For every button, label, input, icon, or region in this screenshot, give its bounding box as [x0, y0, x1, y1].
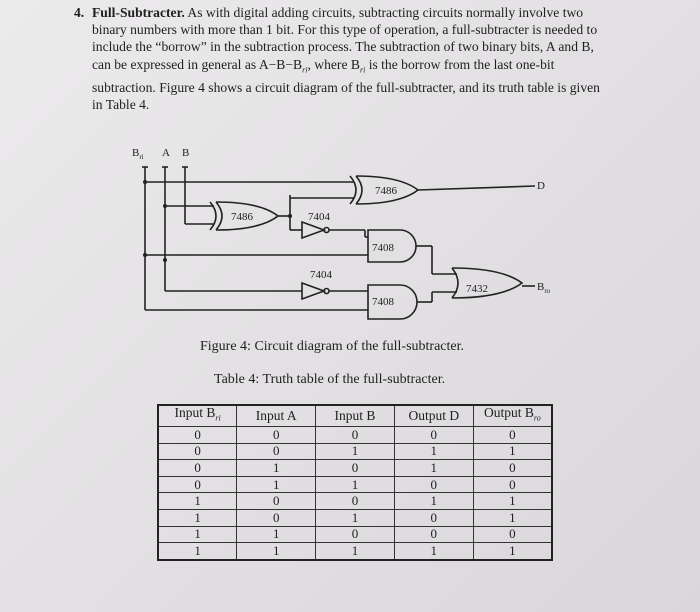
table-cell: 1 — [237, 543, 316, 560]
gate-label-not-top: 7404 — [308, 211, 330, 223]
sub-ri-1: ri — [302, 65, 308, 75]
table-row — [158, 509, 552, 526]
output-label-d: D — [537, 180, 545, 192]
problem-number: 4. — [74, 5, 85, 20]
problem-text-end: is the borrow from the last one-bit subtraction. Figure 4 shows a circuit diagram of the full-subtracter, and its truth table is given in Table 4. — [92, 56, 600, 112]
input-label-bri: $B_{ri}$ — [132, 147, 144, 161]
input-label-a: A — [162, 147, 170, 159]
table-cell: 1 — [394, 493, 473, 510]
gate-label-xor-left: 7486 — [231, 211, 253, 223]
table-cell: 1 — [158, 543, 237, 560]
table-row — [158, 460, 552, 477]
table-cell: 0 — [473, 526, 552, 543]
gate-label-and-bottom: 7408 — [372, 296, 394, 308]
table-cell: 1 — [394, 443, 473, 460]
table-cell: 0 — [473, 476, 552, 493]
table-caption: Table 4: Truth table of the full-subtracter. — [214, 372, 446, 387]
table-cell: 0 — [158, 460, 237, 477]
table-cell: 0 — [316, 493, 395, 510]
table-cell: 0 — [158, 476, 237, 493]
table-cell: 0 — [237, 443, 316, 460]
table-cell: 0 — [394, 526, 473, 543]
table-cell: 0 — [394, 476, 473, 493]
problem-paragraph — [74, 4, 612, 113]
truth-table-header: Input $B_{ri}$ — [158, 405, 237, 427]
table-cell: 1 — [473, 543, 552, 560]
truth-table-header-row — [158, 405, 552, 427]
gate-label-not-bottom: 7404 — [310, 269, 332, 281]
table-cell: 1 — [316, 509, 395, 526]
input-label-b: B — [182, 147, 190, 159]
table-cell: 1 — [237, 460, 316, 477]
table-cell: 1 — [316, 476, 395, 493]
table-cell: 1 — [394, 543, 473, 560]
table-cell: 1 — [158, 509, 237, 526]
table-cell: 0 — [473, 460, 552, 477]
gate-label-and-top: 7408 — [372, 242, 394, 254]
table-cell: 0 — [316, 526, 395, 543]
table-cell: 1 — [394, 460, 473, 477]
table-cell: 1 — [473, 493, 552, 510]
table-row — [158, 526, 552, 543]
table-cell: 1 — [158, 526, 237, 543]
table-row — [158, 493, 552, 510]
output-label-bro: $B_{ro}$ — [537, 281, 551, 295]
truth-table-header: Input B — [316, 405, 395, 427]
table-cell: 0 — [158, 427, 237, 444]
problem-heading: Full-Subtracter. — [92, 5, 185, 20]
problem-text-mid: , where B — [307, 56, 360, 72]
circuit-diagram — [110, 140, 590, 340]
table-cell: 0 — [394, 427, 473, 444]
table-cell: 1 — [316, 543, 395, 560]
table-row — [158, 427, 552, 444]
table-cell: 0 — [316, 460, 395, 477]
truth-table-header: Input A — [237, 405, 316, 427]
table-cell: 0 — [237, 493, 316, 510]
table-cell: 0 — [158, 443, 237, 460]
truth-table-body — [158, 427, 552, 560]
sub-ri-2: ri — [359, 65, 366, 75]
problem-text: As with digital adding circuits, subtracting circuits normally involve two binary numbers with more than 1 bit. For this type of operation, a full-subtracter is needed to include the “borrow” in the subtraction process. The subtraction of two binary bits, A and B, can be expressed in general as A−B−B — [92, 5, 598, 72]
table-cell: 0 — [473, 427, 552, 444]
table-cell: 1 — [237, 526, 316, 543]
table-cell: 0 — [394, 509, 473, 526]
table-row — [158, 543, 552, 560]
figure-caption: Figure 4: Circuit diagram of the full-subtracter. — [200, 339, 464, 354]
truth-table-header: Output $B_{ro}$ — [473, 405, 552, 427]
table-cell: 1 — [158, 493, 237, 510]
truth-table — [157, 404, 553, 561]
table-cell: 0 — [237, 509, 316, 526]
table-cell: 1 — [316, 443, 395, 460]
gate-label-xor-top: 7486 — [375, 185, 397, 197]
table-cell: 0 — [316, 427, 395, 444]
truth-table-header: Output D — [394, 405, 473, 427]
table-cell: 1 — [473, 443, 552, 460]
table-row — [158, 476, 552, 493]
gate-label-or: 7432 — [466, 283, 488, 295]
table-row — [158, 443, 552, 460]
table-cell: 1 — [473, 509, 552, 526]
table-cell: 1 — [237, 476, 316, 493]
table-cell: 0 — [237, 427, 316, 444]
